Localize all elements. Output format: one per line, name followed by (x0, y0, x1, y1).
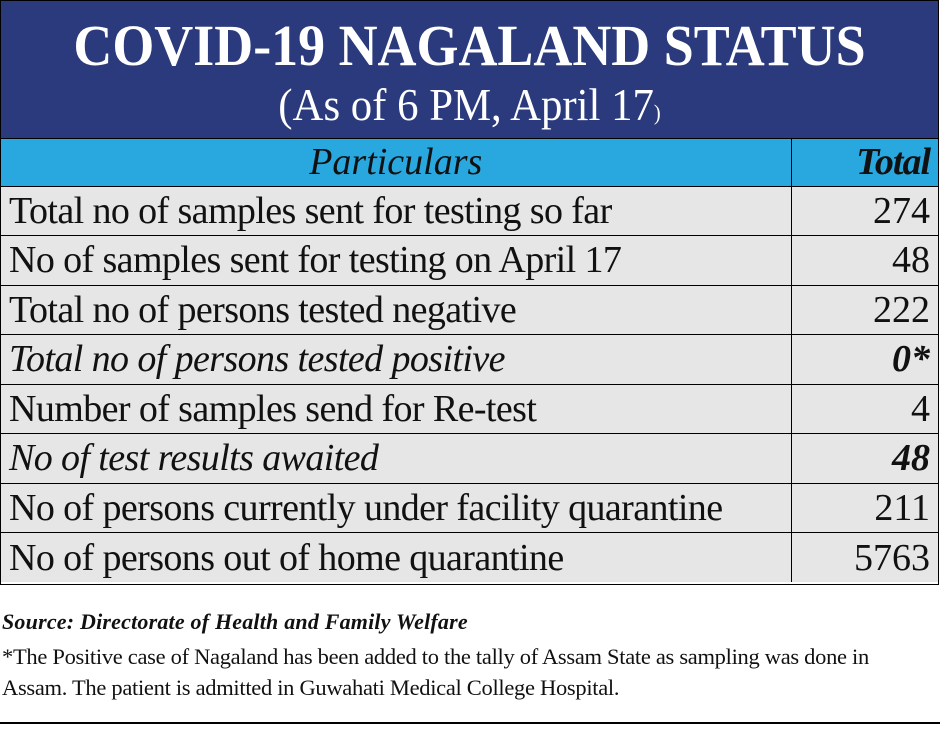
row-value: 211 (791, 483, 938, 533)
status-table (1, 139, 938, 582)
row-value: 4 (791, 384, 938, 434)
row-value: 222 (791, 285, 938, 335)
subtitle-text: (As of 6 PM, April 17 (278, 79, 654, 130)
table-row (1, 384, 938, 434)
row-label: Number of samples send for Re-test (1, 384, 791, 434)
row-value: 48 (791, 434, 938, 484)
row-label: Total no of persons tested negative (1, 285, 791, 335)
row-label: Total no of persons tested positive (1, 335, 791, 385)
table-row (1, 483, 938, 533)
page-title: COVID-19 NAGALAND STATUS (73, 13, 866, 78)
row-value: 274 (791, 186, 938, 236)
row-value: 0* (791, 335, 938, 385)
row-value: 5763 (791, 533, 938, 583)
table-row (1, 236, 938, 286)
footnote: *The Positive case of Nagaland has been added to the tally of Assam State as sampling was done in Assam. The patient is admitted in Guwahati Medical College Hospital. (2, 644, 869, 700)
header-banner (1, 1, 938, 139)
row-label: No of test results awaited (1, 434, 791, 484)
table-row (1, 434, 938, 484)
row-label: No of persons currently under facility quarantine (1, 483, 791, 533)
table-row (1, 335, 938, 385)
row-label: No of samples sent for testing on April 17 (1, 236, 791, 286)
page-subtitle (34, 79, 905, 139)
column-header-total: Total (791, 139, 938, 186)
table-row (1, 186, 938, 236)
row-label: Total no of samples sent for testing so far (1, 186, 791, 236)
table-row (1, 285, 938, 335)
table-header-row (1, 139, 938, 186)
bottom-divider (0, 722, 940, 724)
row-value: 48 (791, 236, 938, 286)
subtitle-close-paren: ) (653, 100, 661, 125)
source-credit: Source: Directorate of Health and Family Welfare (2, 609, 468, 634)
table-row (1, 533, 938, 583)
row-label: No of persons out of home quarantine (1, 533, 791, 583)
column-header-particulars: Particulars (1, 139, 791, 186)
